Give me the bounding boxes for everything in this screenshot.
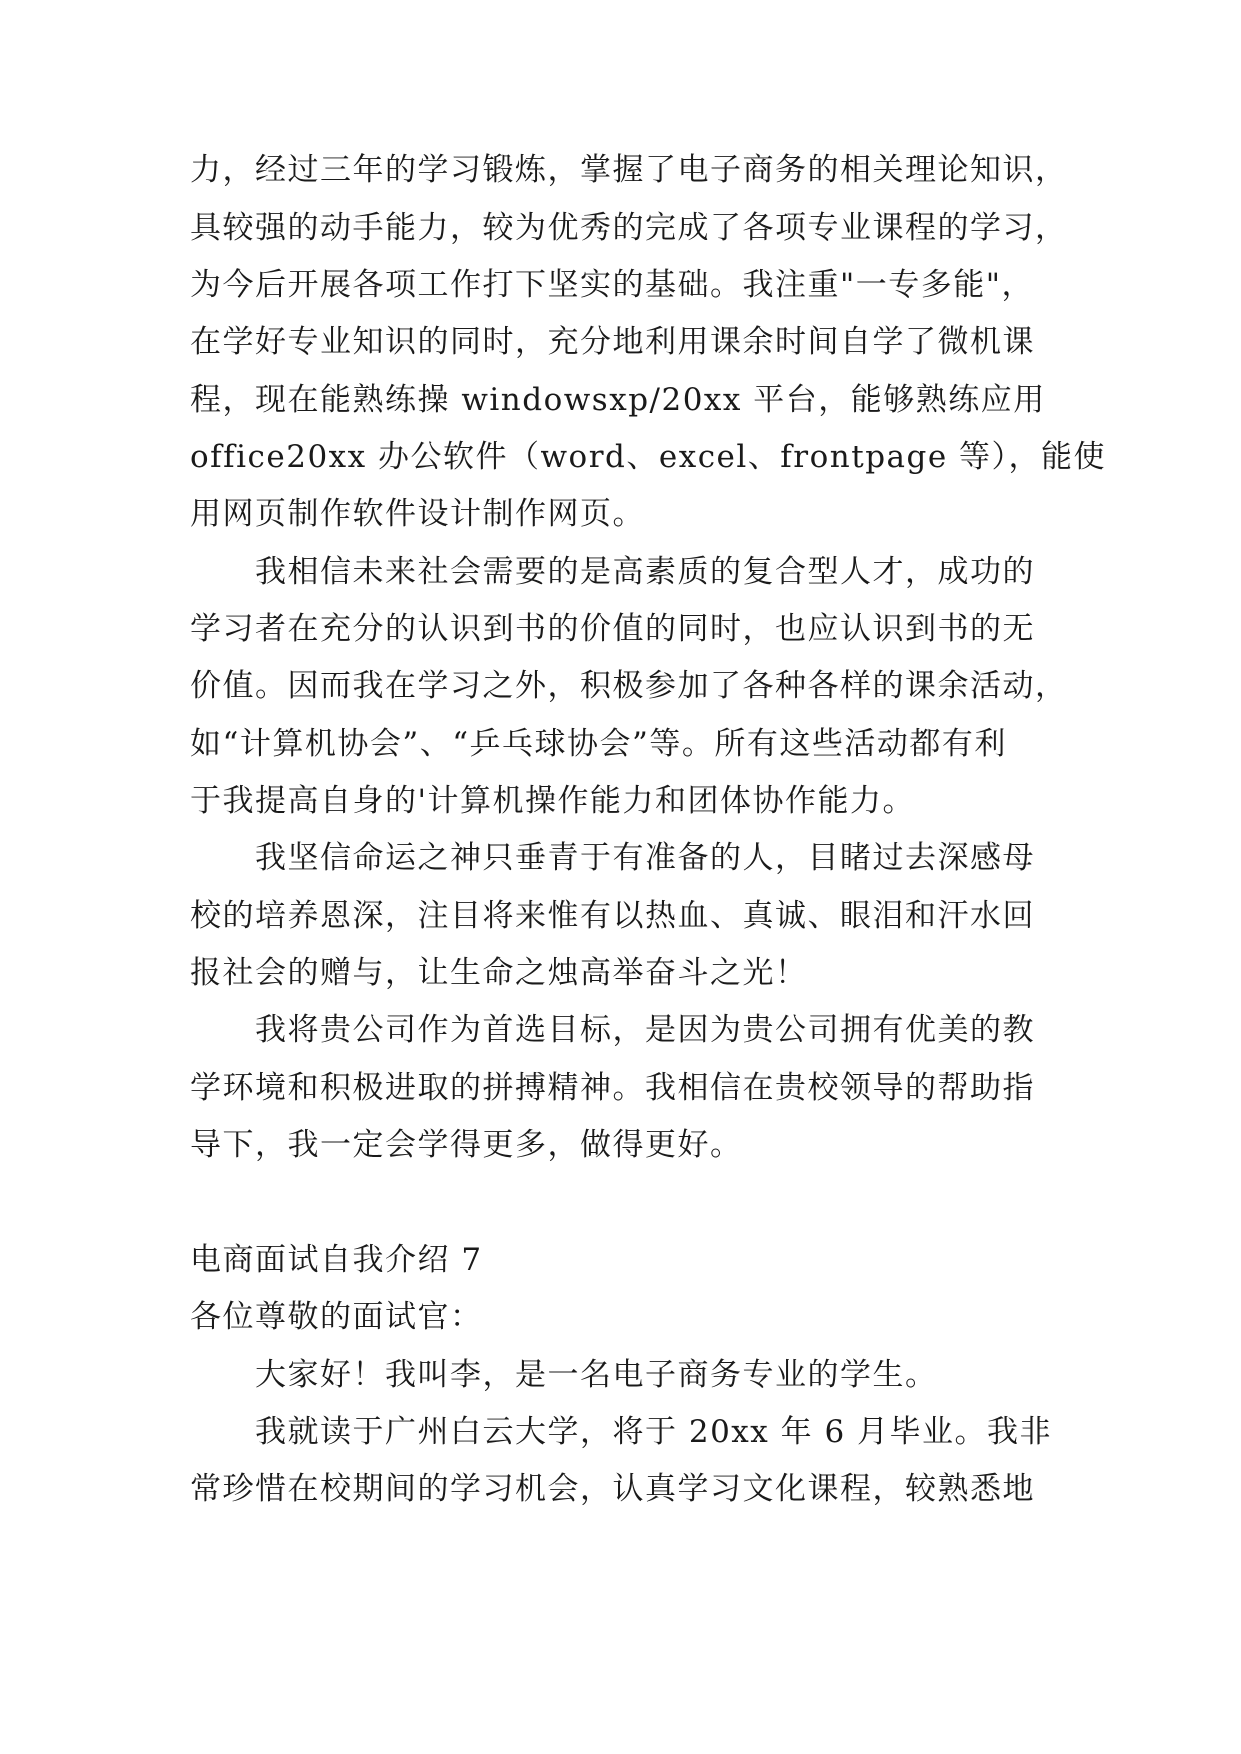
paragraph-first-line: 我相信未来社会需要的是高素质的复合型人才，成功的 bbox=[255, 554, 1035, 590]
body-text-line: 常珍惜在校期间的学习机会，认真学习文化课程，较熟悉地 bbox=[190, 1471, 1035, 1507]
body-text-line: 报社会的赠与，让生命之烛高举奋斗之光！ bbox=[190, 955, 808, 991]
body-text-line: 学习者在充分的认识到书的价值的同时，也应认识到书的无 bbox=[190, 611, 1035, 647]
body-text-line: 在学好专业知识的同时，充分地利用课余时间自学了微机课 bbox=[190, 324, 1035, 360]
body-text-line: 校的培养恩深，注目将来惟有以热血、真诚、眼泪和汗水回 bbox=[190, 898, 1035, 934]
body-text-line: 学环境和积极进取的拼搏精神。我相信在贵校领导的帮助指 bbox=[190, 1070, 1035, 1106]
body-text-line: 具较强的动手能力，较为优秀的完成了各项专业课程的学习， bbox=[190, 210, 1068, 246]
paragraph-first-line: 我坚信命运之神只垂青于有准备的人，目睹过去深感母 bbox=[255, 840, 1035, 876]
section-title: 电商面试自我介绍 7 bbox=[190, 1242, 483, 1278]
body-text-line: 导下，我一定会学得更多，做得更好。 bbox=[190, 1127, 743, 1163]
paragraph-first-line: 我就读于广州白云大学，将于 20xx 年 6 月毕业。我非 bbox=[255, 1414, 1053, 1450]
body-text-line: 价值。因而我在学习之外，积极参加了各种各样的课余活动， bbox=[190, 668, 1068, 704]
salutation: 各位尊敬的面试官： bbox=[190, 1299, 483, 1335]
body-text-line: 力，经过三年的学习锻炼，掌握了电子商务的相关理论知识， bbox=[190, 152, 1068, 188]
body-text-line: 如“计算机协会”、“乒乓球协会”等。所有这些活动都有利 bbox=[190, 726, 1007, 762]
paragraph-first-line: 大家好！我叫李，是一名电子商务专业的学生。 bbox=[255, 1357, 938, 1393]
body-text-line: 于我提高自身的'计算机操作能力和团体协作能力。 bbox=[190, 783, 916, 819]
body-text-line: 程，现在能熟练操 windowsxp/20xx 平台，能够熟练应用 bbox=[190, 382, 1046, 418]
body-text-line: office20xx 办公软件（word、excel、frontpage 等），能使 bbox=[190, 439, 1107, 475]
paragraph-first-line: 我将贵公司作为首选目标，是因为贵公司拥有优美的教 bbox=[255, 1012, 1035, 1048]
body-text-line: 为今后开展各项工作打下坚实的基础。我注重"一专多能"， bbox=[190, 267, 1035, 303]
body-text-line: 用网页制作软件设计制作网页。 bbox=[190, 496, 645, 532]
